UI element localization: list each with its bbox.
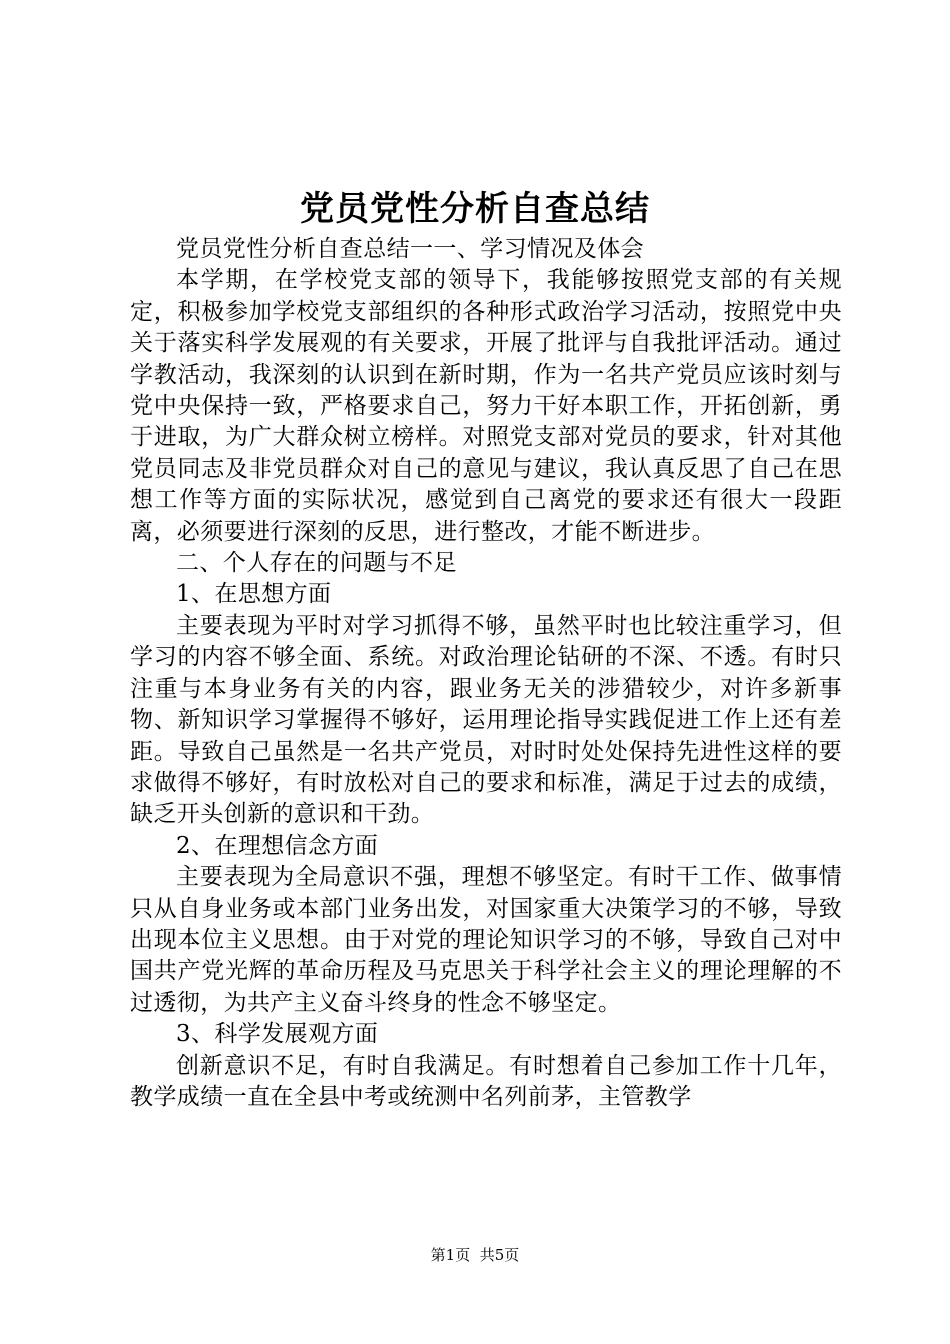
paragraph-thought: 主要表现为平时对学习抓得不够，虽然平时也比较注重学习，但学习的内容不够全面、系统。对政治理论钻研的不深、不透。有时只注重与本身业务有关的内容，跟业务无关的涉猎较少，对许多新事物、新知识学习掌握得不够好，运用理论指导实践促进工作上还有差距。导致自己虽然是一名共产党员，对时时处处保持先进性这样的要求做得不够好，有时放松对自己的要求和标准，满足于过去的成绩，缺乏开头创新的意识和干劲。 — [130, 612, 842, 828]
document-body — [130, 234, 842, 1113]
page-number: 第1页 — [430, 1246, 471, 1264]
page-footer — [0, 1244, 950, 1266]
document-title: 党员党性分析自查总结 — [300, 189, 650, 229]
paragraph-intro: 党员党性分析自查总结一一、学习情况及体会 — [176, 236, 644, 262]
paragraph-development: 创新意识不足，有时自我满足。有时想着自己参加工作十几年，教学成绩一直在全县中考或统测中名列前茅，主管教学 — [130, 1052, 842, 1110]
paragraph-study: 本学期，在学校党支部的领导下，我能够按照党支部的有关规定，积极参加学校党支部组织的各种形式政治学习活动，按照党中央关于落实科学发展观的有关要求，开展了批评与自我批评活动。通过学教活动，我深刻的认识到在新时期，作为一名共产党员应该时刻与党中央保持一致，严格要求自己，努力干好本职工作，开拓创新，勇于进取，为广大群众树立榜样。对照党支部对党员的要求，针对其他党员同志及非党员群众对自己的意见与建议，我认真反思了自己在思想工作等方面的实际状况，感觉到自己离党的要求还有很大一段距离，必须要进行深刻的反思，进行整改，才能不断进步。 — [130, 267, 842, 545]
page-total: 共5页 — [479, 1246, 520, 1264]
section-heading-problems: 二、个人存在的问题与不足 — [176, 550, 457, 577]
subsection-heading-thought: 1、在思想方面 — [176, 581, 332, 608]
subsection-heading-ideals: 2、在理想信念方面 — [176, 832, 379, 859]
subsection-heading-development: 3、科学发展观方面 — [176, 1021, 379, 1048]
paragraph-ideals: 主要表现为全局意识不强，理想不够坚定。有时干工作、做事情只从自身业务或本部门业务出发，对国家重大决策学习的不够，导致出现本位主义思想。由于对党的理论知识学习的不够，导致自己对中国共产党光辉的革命历程及马克思关于科学社会主义的理论理解的不过透彻，为共产主义奋斗终身的性念不够坚定。 — [130, 864, 842, 1016]
